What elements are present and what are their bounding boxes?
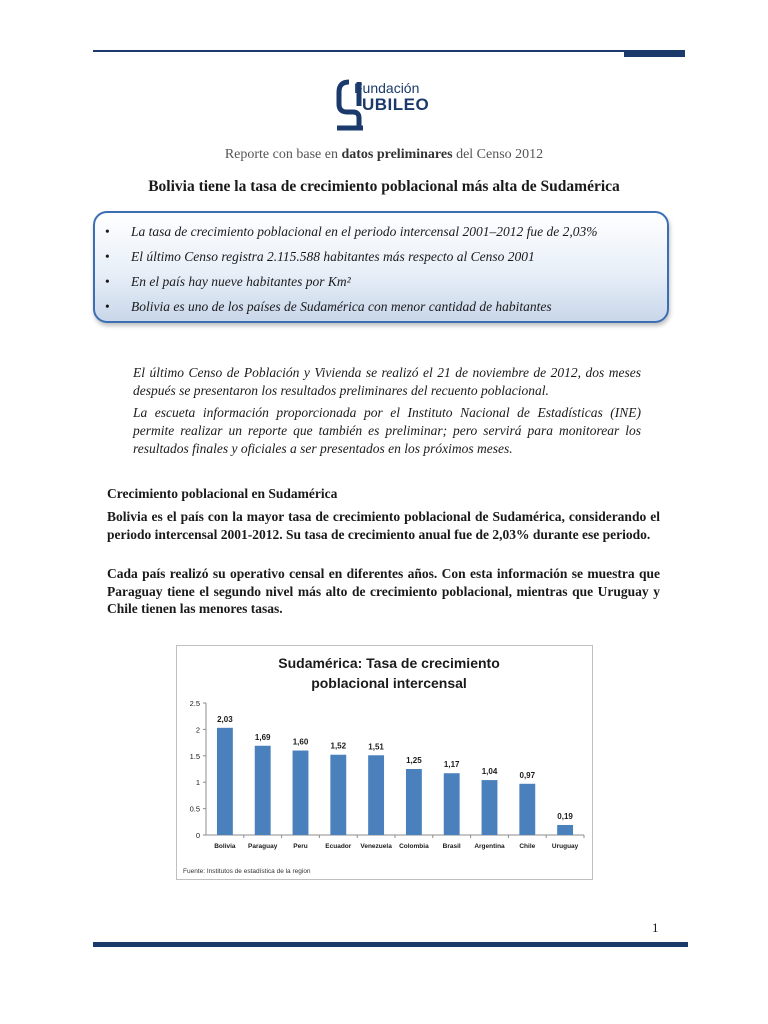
chart-canvas	[177, 646, 592, 879]
bar-value-label: 1,25	[406, 756, 422, 765]
bar-value-label: 1,51	[368, 742, 384, 752]
y-tick-label: 2	[195, 725, 200, 735]
section-heading: Crecimiento poblacional en Sudamérica	[107, 486, 338, 501]
y-tick-label: 1.5	[189, 751, 200, 761]
y-tick-label: 0.5	[189, 804, 200, 814]
bar-value-label: 1,17	[443, 760, 460, 770]
bar-ecuador	[330, 755, 346, 835]
bar-value-label: 1,69	[254, 732, 271, 742]
bar-value-label: 0,97	[519, 770, 536, 780]
chart-title-line: poblacional intercensal	[311, 675, 467, 691]
summary-bullet: • La tasa de crecimiento poblacional en el periodo intercensal 2001–2012 fue de 2,03%	[131, 224, 598, 240]
top-rule	[93, 50, 685, 52]
x-tick-label: Bolivia	[214, 843, 236, 850]
x-tick-label: Paraguay	[248, 843, 278, 850]
bar-value-label: 2,03	[217, 714, 233, 724]
bar-value-label: 1,04	[481, 767, 498, 777]
bar-peru	[293, 751, 309, 835]
bar-value-label: 0,19	[557, 811, 573, 821]
x-tick-label: Venezuela	[360, 843, 392, 850]
y-tick-label: 0	[195, 831, 200, 840]
report-subtitle-emphasis: datos preliminares	[341, 147, 453, 162]
x-tick-label: Peru	[293, 843, 308, 850]
x-tick-label: Argentina	[474, 843, 505, 850]
bar-value-label: 1,52	[330, 741, 347, 751]
bar-venezuela	[368, 755, 384, 835]
summary-bullet: • El último Censo registra 2.115.588 habitantes más respecto al Censo 2001	[131, 249, 535, 265]
body-paragraph: Bolivia es el país con la mayor tasa de crecimiento poblacional de Sudamérica, considerando el periodo intercensal 2001-2012. Su tasa de crecimiento anual fue de 2,03% durante ese periodo.	[107, 509, 660, 542]
bar-chile	[519, 784, 535, 835]
growth-rate-chart	[176, 645, 593, 880]
bar-colombia	[406, 769, 422, 835]
y-tick-label: 1	[195, 778, 200, 788]
chart-plot-area	[190, 699, 584, 850]
summary-bullet: • En el país hay nueve habitantes por Km²	[131, 274, 351, 290]
document-title: Bolivia tiene la tasa de crecimiento poblacional más alta de Sudamérica	[148, 178, 620, 195]
chart-title-line: Sudamérica: Tasa de crecimiento	[278, 655, 500, 671]
report-subtitle-suffix: del Censo 2012	[452, 147, 544, 162]
bar-uruguay	[557, 825, 573, 835]
logo-text-fundacion: Fundación	[354, 80, 420, 96]
chart-source: Fuente: Institutos de estadística de la region	[183, 868, 311, 875]
body-paragraph: Cada país realizó su operativo censal en diferentes años. Con esta información se muestra que Paraguay tiene el segundo nivel más alto de crecimiento poblacional, mientras que Uruguay y Chile tienen las menores tasas.	[107, 566, 660, 616]
bar-bolivia	[217, 728, 233, 835]
intro-paragraph: La escueta información proporcionada por el Instituto Nacional de Estadísticas (INE) permite realizar un reporte que también es preliminar; pero servirá para monitorear los resultados finales y oficiales a ser presentados en los próximos meses.	[133, 405, 641, 456]
x-tick-label: Colombia	[399, 843, 429, 850]
report-subtitle-prefix: Reporte con base en	[224, 147, 342, 162]
summary-box	[93, 211, 669, 323]
bar-value-label: 1,60	[292, 737, 309, 747]
x-tick-label: Brasil	[442, 843, 461, 850]
x-tick-label: Chile	[519, 843, 536, 850]
report-subtitle	[0, 147, 768, 163]
logo-text-jubileo: UBILEO	[362, 95, 430, 114]
y-tick-label: 2.5	[189, 699, 200, 708]
bar-paraguay	[255, 746, 271, 835]
x-tick-label: Uruguay	[551, 843, 579, 850]
x-tick-label: Ecuador	[325, 843, 352, 850]
bar-argentina	[482, 780, 498, 835]
top-rule-accent	[624, 50, 685, 57]
bar-brasil	[444, 773, 460, 835]
page-number: 1	[652, 920, 659, 935]
intro-paragraph: El último Censo de Población y Vivienda se realizó el 21 de noviembre de 2012, dos meses después se presentaron los resultados preliminares del recuento poblacional.	[133, 365, 641, 398]
summary-bullet: • Bolivia es uno de los países de Sudamérica con menor cantidad de habitantes	[131, 299, 552, 315]
bottom-rule	[93, 942, 688, 947]
